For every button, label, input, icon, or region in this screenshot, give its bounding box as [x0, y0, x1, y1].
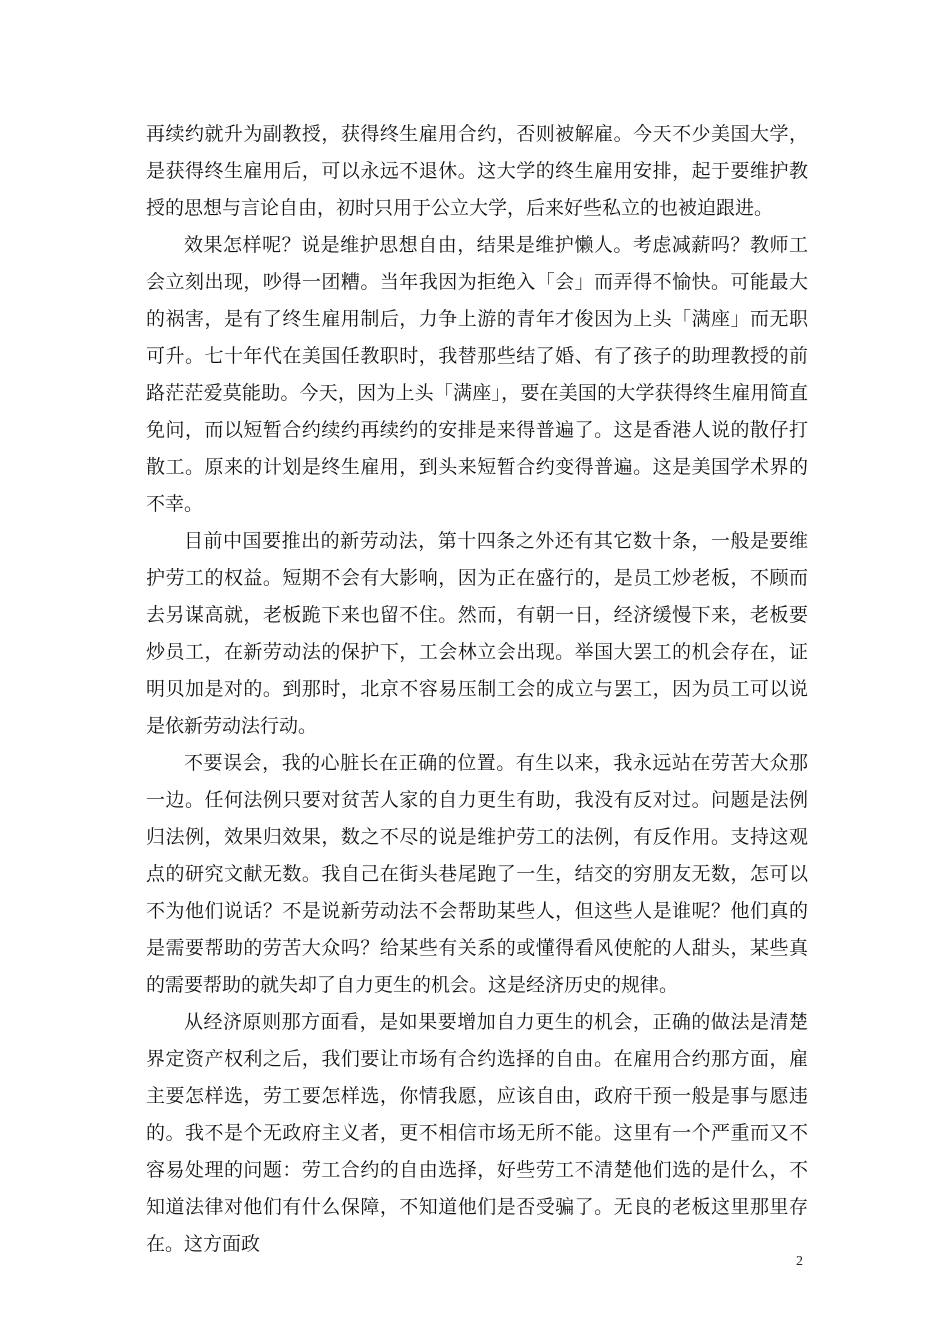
paragraph-5: 从经济原则那方面看，是如果要增加自力更生的机会，正确的做法是清楚界定资产权利之后，我们要让市场有合约选择的自由。在雇用合约那方面，雇主要怎样选，劳工要怎样选，你情我愿，应该自由，政府干预一般是事与愿违的。我不是个无政府主义者，更不相信市场无所不能。这里有一个严重而又不容易处理的问题：劳工合约的自由选择，好些劳工不清楚他们选的是什么，不知道法律对他们有什么保障，不知道他们是否受骗了。无良的老板这里那里存在。这方面政 [146, 1011, 808, 1255]
paragraph-3: 目前中国要推出的新劳动法，第十四条之外还有其它数十条，一般是要维护劳工的权益。短期不会有大影响，因为正在盛行的，是员工炒老板，不顾而去另谋高就，老板跪下来也留不住。然而，有朝一日，经济缓慢下来，老板要炒员工，在新劳动法的保护下，工会林立会出现。举国大罢工的机会存在，证明贝加是对的。到那时，北京不容易压制工会的成立与罢工，因为员工可以说是依新劳动法行动。 [146, 530, 808, 737]
paragraph-1: 再续约就升为副教授，获得终生雇用合约，否则被解雇。今天不少美国大学，是获得终生雇用后，可以永远不退休。这大学的终生雇用安排，起于要维护教授的思想与言论自由，初时只用于公立大学，后来好些私立的也被迫跟进。 [146, 123, 808, 219]
page-number: 2 [796, 1254, 803, 1269]
paragraph-4: 不要误会，我的心脏长在正确的位置。有生以来，我永远站在劳苦大众那一边。任何法例只要对贫苦人家的自力更生有助，我没有反对过。问题是法例归法例，效果归效果，数之不尽的说是维护劳工的法例，有反作用。支持这观点的研究文献无数。我自己在街头巷尾跑了一生，结交的穷朋友无数，怎可以不为他们说话？不是说新劳动法不会帮助某些人，但这些人是谁呢？他们真的是需要帮助的劳苦大众吗？给某些有关系的或懂得看风使舵的人甜头，某些真的需要帮助的就失却了自力更生的机会。这是经济历史的规律。 [146, 752, 808, 996]
body-text [146, 116, 808, 1263]
paragraph-2: 效果怎样呢？说是维护思想自由，结果是维护懒人。考虑减薪吗？教师工会立刻出现，吵得一团糟。当年我因为拒绝入「会」而弄得不愉快。可能最大的祸害，是有了终生雇用制后，力争上游的青年才俊因为上头「满座」而无职可升。七十年代在美国任教职时，我替那些结了婚、有了孩子的助理教授的前路茫茫爱莫能助。今天，因为上头「满座」，要在美国的大学获得终生雇用简直免问，而以短暂合约续约再续约的安排是来得普遍了。这是香港人说的散仔打散工。原来的计划是终生雇用，到头来短暂合约变得普遍。这是美国学术界的不幸。 [146, 234, 808, 515]
